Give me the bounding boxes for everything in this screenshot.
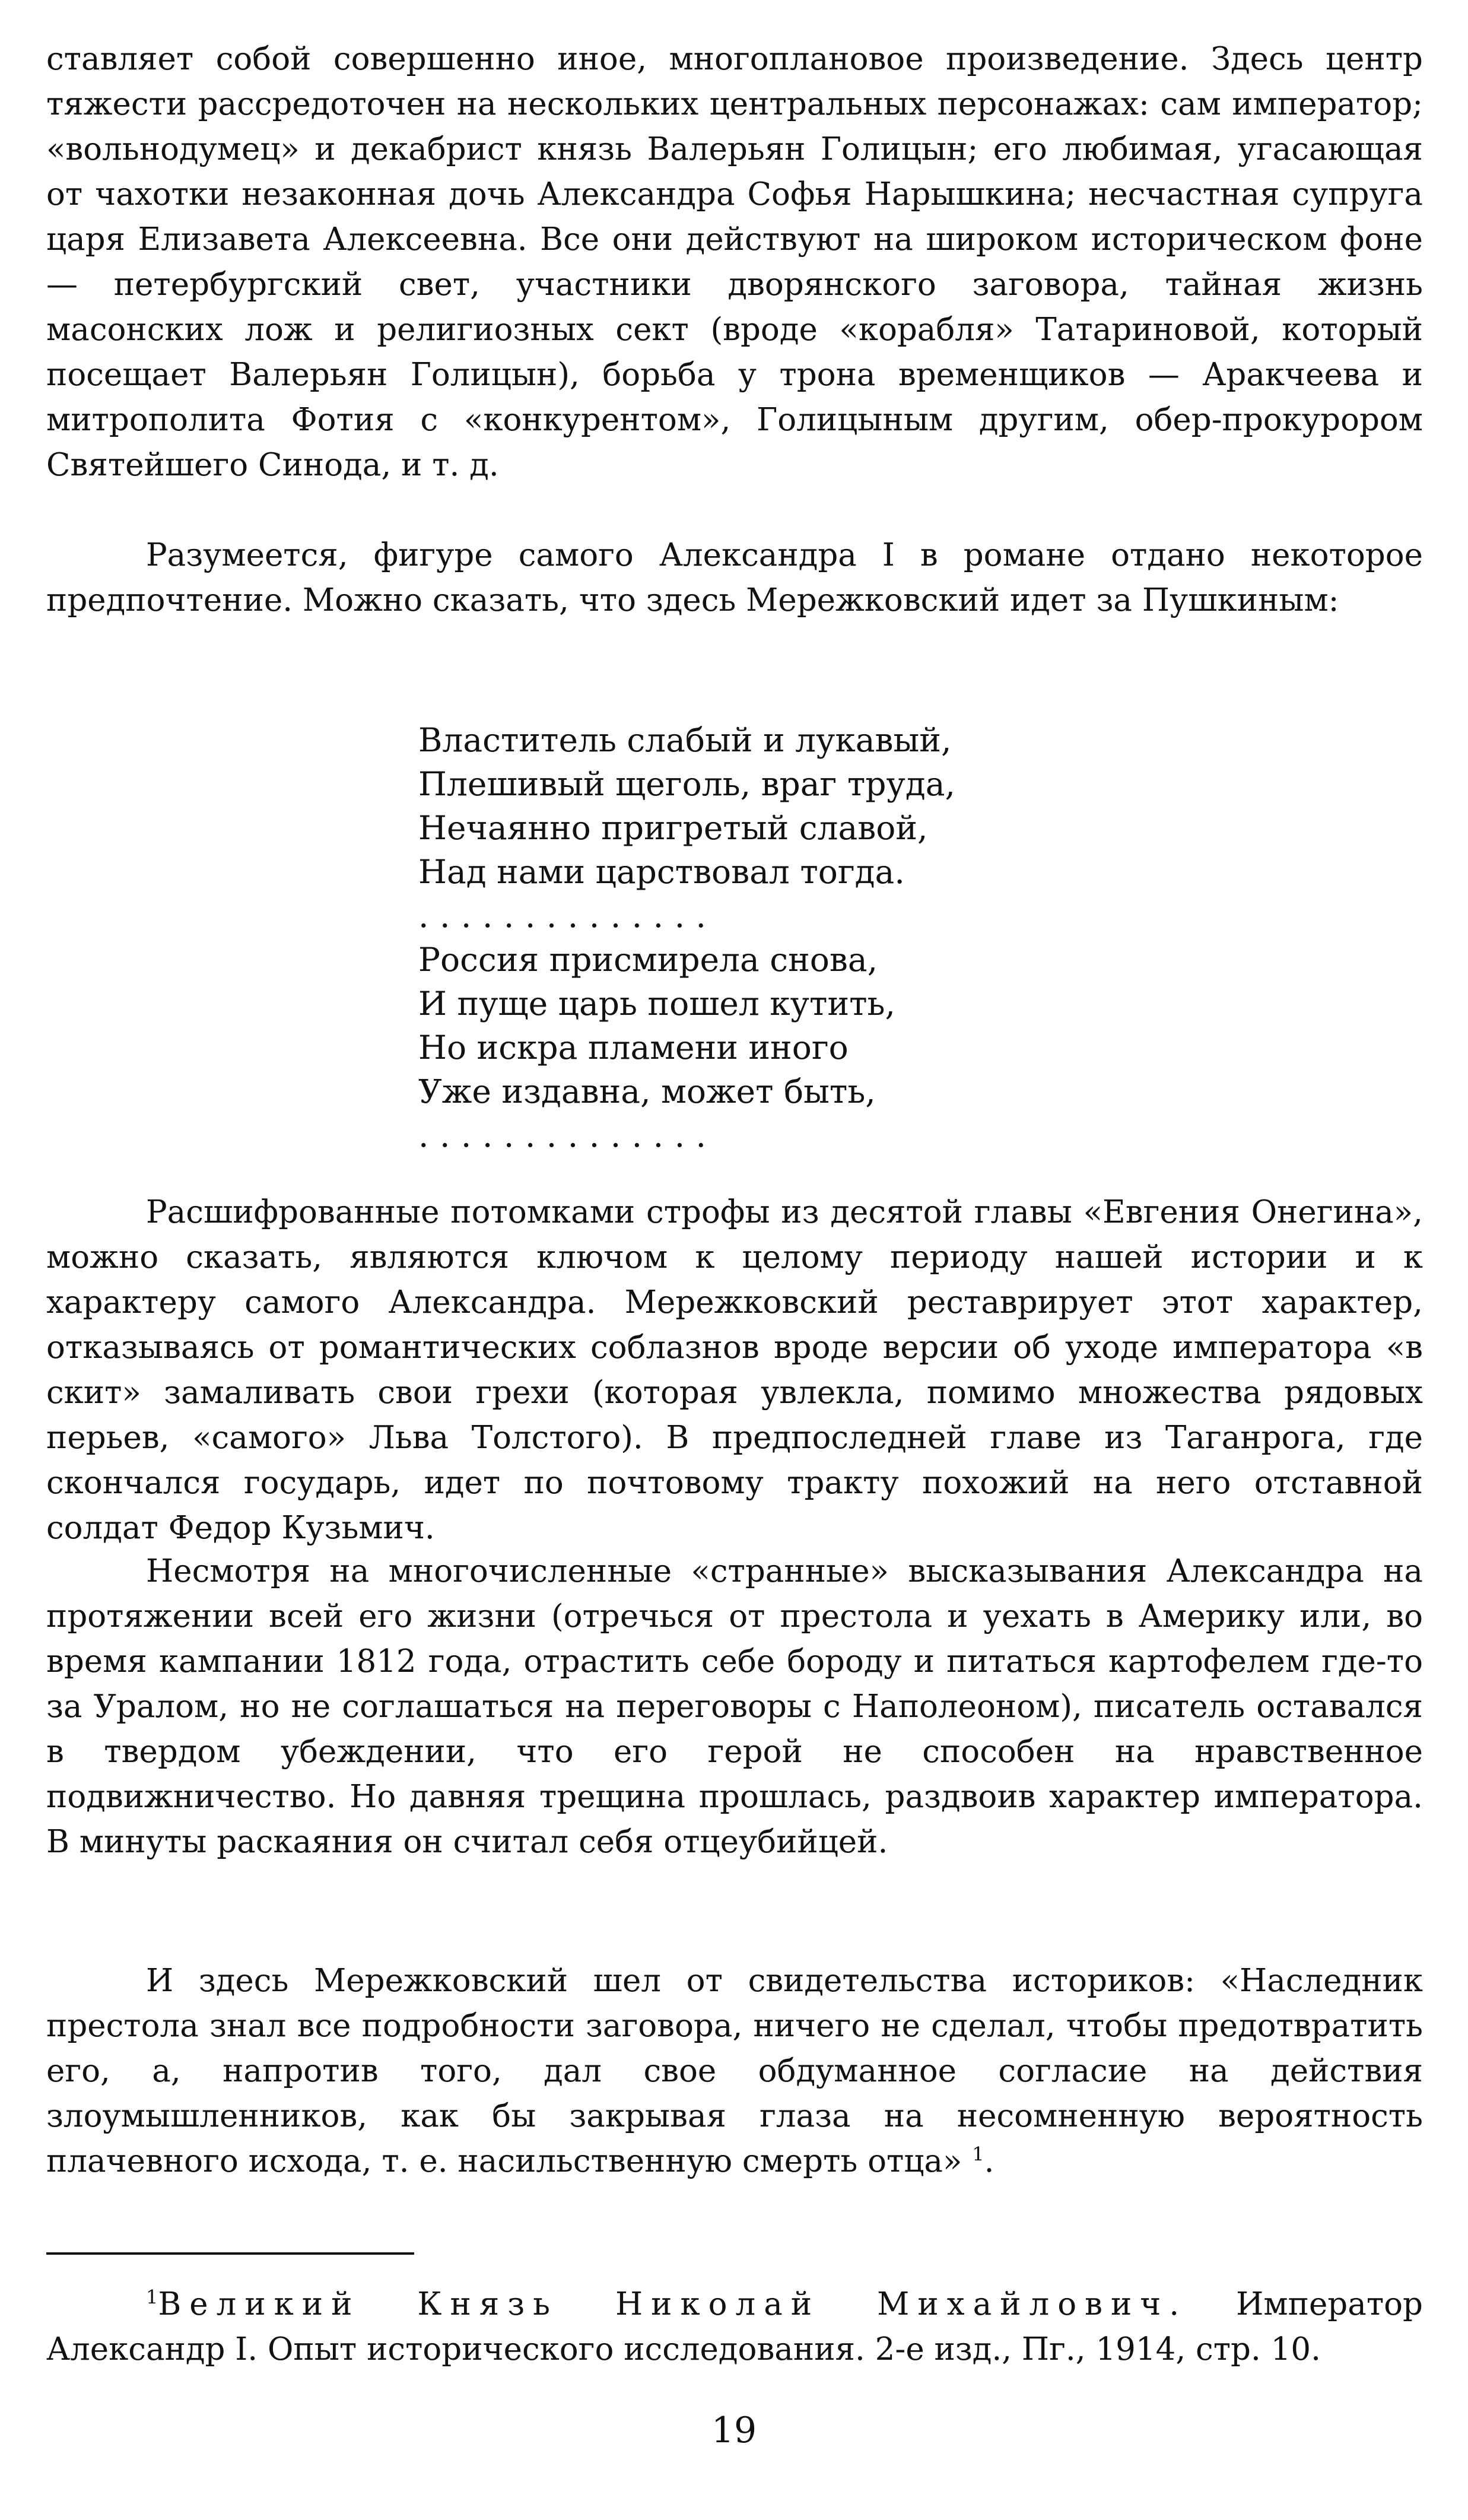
footnote-reference: 1	[972, 2143, 984, 2166]
poem-line: Но искра пламени иного	[418, 1029, 849, 1067]
footnote-marker: 1	[146, 2286, 158, 2309]
paragraph-1: ставляет собой совершенно иное, многоплановое произведение. Здесь центр тяжести рассредоточен на нескольких центральных персонажах: сам император; «вольнодумец» и декабрист князь Валерьян Голицын; его любимая, угасающая от чахотки незаконная дочь Александра Софья Нарышкина; несчастная супруга царя Елизавета Алексеевна. Все они действуют на широком историческом фоне — петербургский свет, участники дворянского заговора, тайная жизнь масонских лож и религиозных сект (вроде «корабля» Татариновой, который посещает Валерьян Голицын), борьба у трона временщиков — Аракчеева и митрополита Фотия с «конкурентом», Голицыным другим, обер-прокурором Святейшего Синода, и т. д.	[46, 41, 1423, 483]
paragraph-3-container	[46, 1190, 1423, 1551]
poem-ellipsis-line: . . . . . . . . . . . . . .	[418, 897, 707, 935]
paragraph-3: Расшифрованные потомками строфы из десятой главы «Евгения Онегина», можно сказать, являются ключом к целому периоду нашей истории и к характеру самого Александра. Мережковский реставрирует этот характер, отказываясь от романтических соблазнов вроде версии об уходе императора «в скит» замаливать свои грехи (которая увлекла, помимо множества рядовых перьев, «самого» Льва Толстого). В предпоследней главе из Таганрога, где скончался государь, идет по почтовому тракту похожий на него отставной солдат Федор Кузьмич.	[46, 1194, 1423, 1546]
paragraph-2-container	[46, 533, 1423, 623]
footnote-divider	[46, 2252, 414, 2255]
paragraph-2: Разумеется, фигуре самого Александра I в романе отдано некоторое предпочтение. Можно сказать, что здесь Мережковский идет за Пушкиным:	[46, 537, 1423, 618]
poem-line: Россия присмирела снова,	[418, 941, 878, 979]
poem-line: Властитель слабый и лукавый,	[418, 721, 952, 759]
poem-quote	[418, 718, 1130, 1157]
poem-line: Нечаянно пригретый славой,	[418, 809, 928, 847]
footnote-author: Великий Князь Николай Михайлович.	[158, 2286, 1188, 2322]
paragraph-5-container	[46, 1959, 1423, 2184]
poem-line: И пуще царь пошел кутить,	[418, 985, 895, 1023]
poem-line: Над нами царствовал тогда.	[418, 853, 905, 891]
footnote-text: Император Александр I. Опыт исторического исследования. 2-е изд., Пг., 1914, стр. 10.	[46, 2286, 1423, 2367]
page-number: 19	[711, 2410, 757, 2451]
poem-line: Уже издавна, может быть,	[418, 1072, 876, 1110]
paragraph-5: И здесь Мережковский шел от свидетельства историков: «Наследник престола знал все подробности заговора, ничего не сделал, чтобы предотвратить его, а, напротив того, дал свое обдуманное согласие на действия злоумышленников, как бы закрывая глаза на несомненную вероятность плачевного исхода, т. е. насильственную смерть отца» $^1$.	[46, 1963, 1423, 2179]
footnote	[46, 2282, 1423, 2372]
poem-line: Плешивый щеголь, враг труда,	[418, 765, 955, 803]
poem-ellipsis-line: . . . . . . . . . . . . . .	[418, 1116, 707, 1154]
paragraph-1-container	[46, 37, 1423, 488]
paragraph-5-text: И здесь Мережковский шел от свидетельства историков: «Наследник престола знал все подробности заговора, ничего не сделал, чтобы предотвратить его, а, напротив того, дал свое обдуманное согласие на действия злоумышленников, как бы закрывая глаза на несомненную вероятность плачевного исхода, т. е. насильственную смерть отца»	[46, 1963, 1423, 2179]
paragraph-4: Несмотря на многочисленные «странные» высказывания Александра на протяжении всей его жизни (отречься от престола и уехать в Америку или, во время кампании 1812 года, отрастить себе бороду и питаться картофелем где-то за Уралом, но не соглашаться на переговоры с Наполеоном), писатель оставался в твердом убеждении, что его герой не способен на нравственное подвижничество. Но давняя трещина прошлась, раздвоив характер императора. В минуты раскаяния он считал себя отцеубийцей.	[46, 1553, 1423, 1860]
paragraph-4-container	[46, 1549, 1423, 1865]
